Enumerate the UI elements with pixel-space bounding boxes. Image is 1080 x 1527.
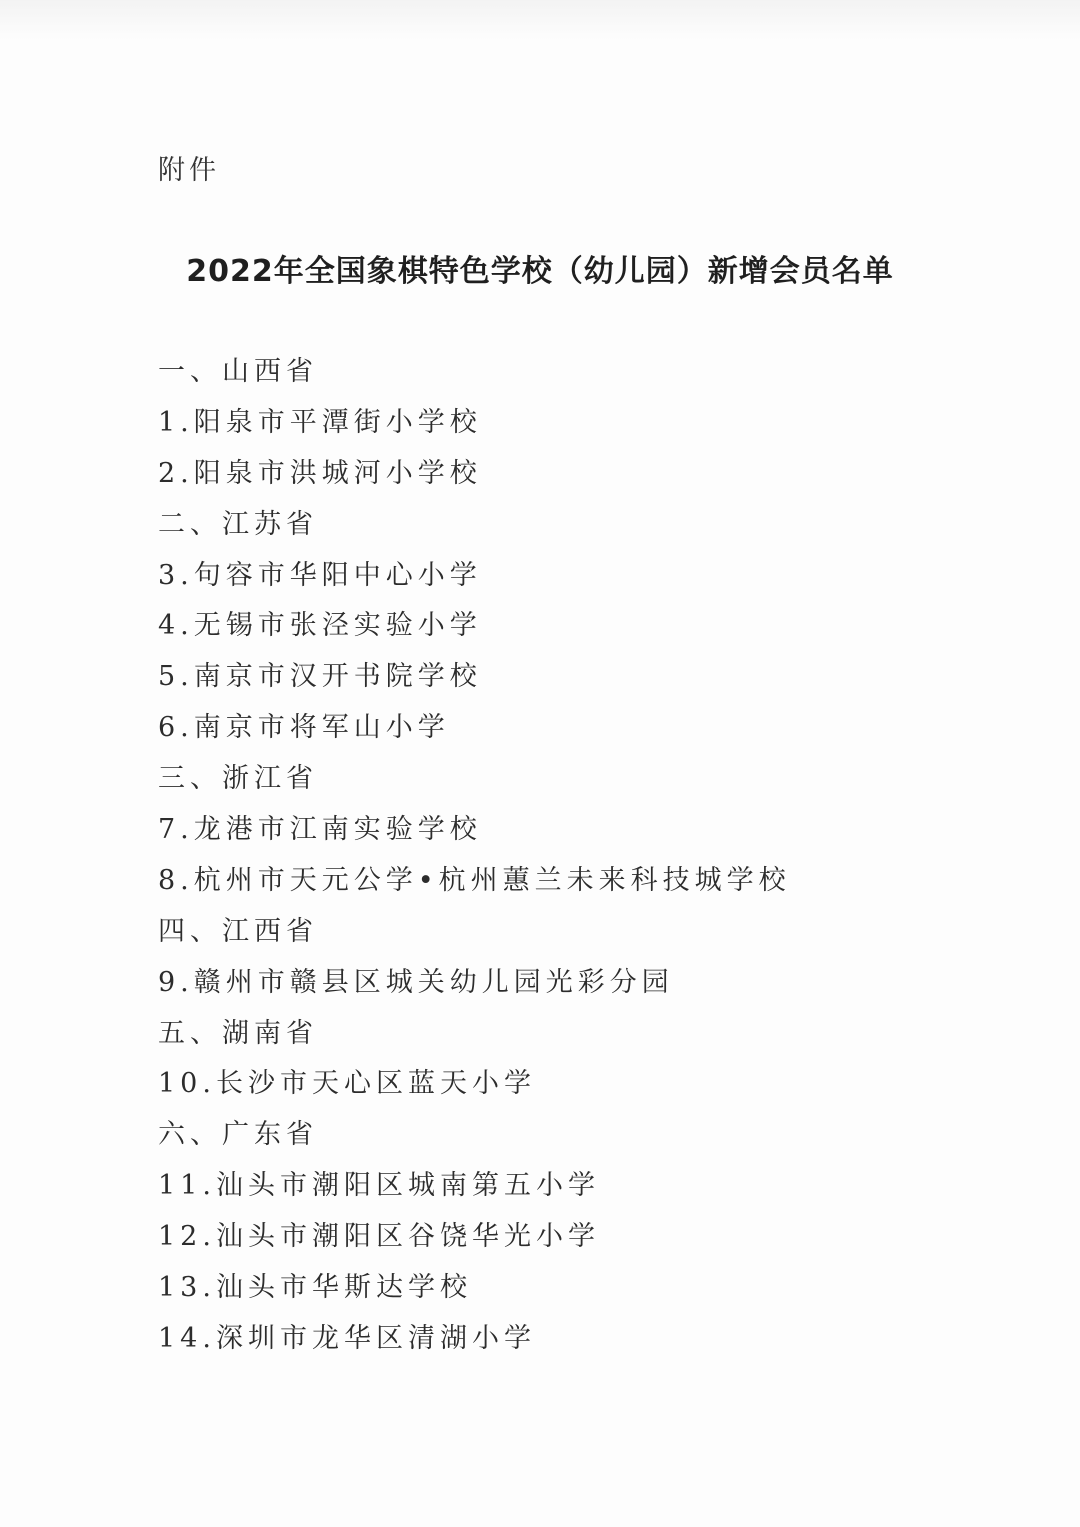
scan-edge-shade <box>0 0 1080 40</box>
school-entry: 7.龙港市江南实验学校 <box>158 814 482 846</box>
school-entry: 2.阳泉市洪城河小学校 <box>158 457 482 489</box>
province-heading: 一、山西省 <box>158 356 318 387</box>
document-title: 2022年全国象棋特色学校（幼儿园）新增会员名单 <box>186 254 894 289</box>
province-heading: 四、江西省 <box>158 915 318 947</box>
school-entry: 4.无锡市张泾实验小学 <box>158 610 482 642</box>
school-entry: 6.南京市将军山小学 <box>158 712 450 744</box>
province-heading: 三、浙江省 <box>158 763 318 795</box>
school-entry: 13.汕头市华斯达学校 <box>158 1272 472 1304</box>
attachment-label: 附件 <box>158 155 220 186</box>
school-entry: 12.汕头市潮阳区谷饶华光小学 <box>158 1221 600 1253</box>
school-entry: 10.长沙市天心区蓝天小学 <box>158 1068 536 1100</box>
school-entry: 5.南京市汉开书院学校 <box>158 661 482 693</box>
school-entry: 8.杭州市天元公学•杭州蕙兰未来科技城学校 <box>158 864 791 896</box>
province-heading: 五、湖南省 <box>158 1017 318 1049</box>
school-entry: 11.汕头市潮阳区城南第五小学 <box>158 1170 600 1202</box>
school-entry: 14.深圳市龙华区清湖小学 <box>158 1322 536 1354</box>
school-entry: 1.阳泉市平潭街小学校 <box>158 406 482 438</box>
province-heading: 二、江苏省 <box>158 508 318 540</box>
school-entry: 3.句容市华阳中心小学 <box>158 559 482 591</box>
school-entry: 9.赣州市赣县区城关幼儿园光彩分园 <box>158 966 674 998</box>
province-heading: 六、广东省 <box>158 1119 318 1151</box>
member-list <box>158 350 1038 1368</box>
